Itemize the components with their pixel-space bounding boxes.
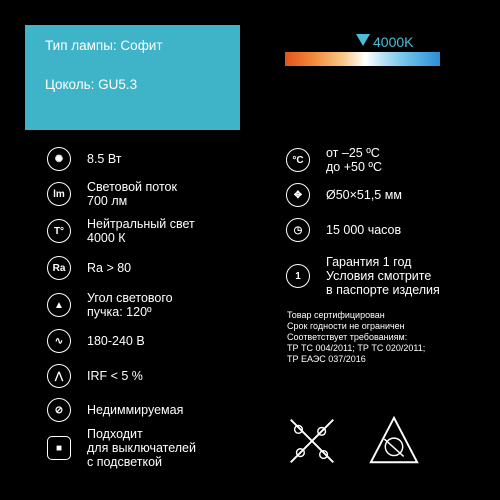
spec-beam xyxy=(47,291,173,319)
warning-triangle-icon xyxy=(365,412,423,470)
voltage-icon: ∿ xyxy=(47,329,71,353)
color-temp-gradient xyxy=(285,52,440,66)
lamp-type-label: Тип лампы: Софит xyxy=(45,38,163,53)
temperature-icon: T° xyxy=(47,219,71,243)
spec-text: Угол светового пучка: 120º xyxy=(87,291,173,319)
switch-icon: ■ xyxy=(47,436,71,460)
spec-text: Недиммируемая xyxy=(87,403,184,417)
color-temp-label: 4000K xyxy=(373,34,414,50)
spec-ripple xyxy=(47,364,143,388)
spec-text: Ø50×51,5 мм xyxy=(326,188,402,202)
temp-marker-icon xyxy=(356,34,370,46)
spec-voltage xyxy=(47,329,145,353)
not-food-safe-icon xyxy=(283,412,341,470)
spec-text: IRF < 5 % xyxy=(87,369,143,383)
spec-lumen xyxy=(47,180,177,208)
spec-text: от –25 ºС до +50 ºС xyxy=(326,146,382,174)
base-label: Цоколь: GU5.3 xyxy=(45,77,138,92)
lumen-icon: lm xyxy=(47,182,71,206)
spec-power xyxy=(47,147,122,171)
spec-text: 15 000 часов xyxy=(326,223,402,237)
spec-text: Нейтральный свет 4000 К xyxy=(87,217,195,245)
non-dimmable-icon: ⊘ xyxy=(47,398,71,422)
power-icon: ✺ xyxy=(47,147,71,171)
header-box xyxy=(25,25,240,130)
certification-text: Товар сертифицирован Срок годности не ограничен Соответствует требованиям: ТР ТС 004/2011; ТР ТС 020/2011; ТР ЕАЭС 037/2016 xyxy=(287,310,426,364)
spec-text: Световой поток 700 лм xyxy=(87,180,177,208)
operating-temp-icon: °C xyxy=(286,148,310,172)
spec-cri xyxy=(47,256,131,280)
dimensions-icon: ✥ xyxy=(286,183,310,207)
lifetime-icon: ◷ xyxy=(286,218,310,242)
spec-switch xyxy=(47,427,196,469)
spec-lifetime xyxy=(286,218,401,242)
beam-angle-icon: ▲ xyxy=(47,293,71,317)
spec-text: 180-240 В xyxy=(87,334,145,348)
cri-icon: Ra xyxy=(47,256,71,280)
spec-operating-temp xyxy=(286,146,382,174)
spec-warranty xyxy=(286,255,440,297)
spec-dimensions xyxy=(286,183,402,207)
spec-text: Гарантия 1 год Условия смотрите в паспорте изделия xyxy=(326,255,440,297)
spec-text: 8.5 Вт xyxy=(87,152,122,166)
spec-temperature xyxy=(47,217,195,245)
spec-text: Ra > 80 xyxy=(87,261,132,275)
ripple-icon: ⋀ xyxy=(47,364,71,388)
spec-dimmable xyxy=(47,398,183,422)
warranty-icon: 1 xyxy=(286,264,310,288)
spec-text: Подходит для выключателей с подсветкой xyxy=(87,427,196,469)
